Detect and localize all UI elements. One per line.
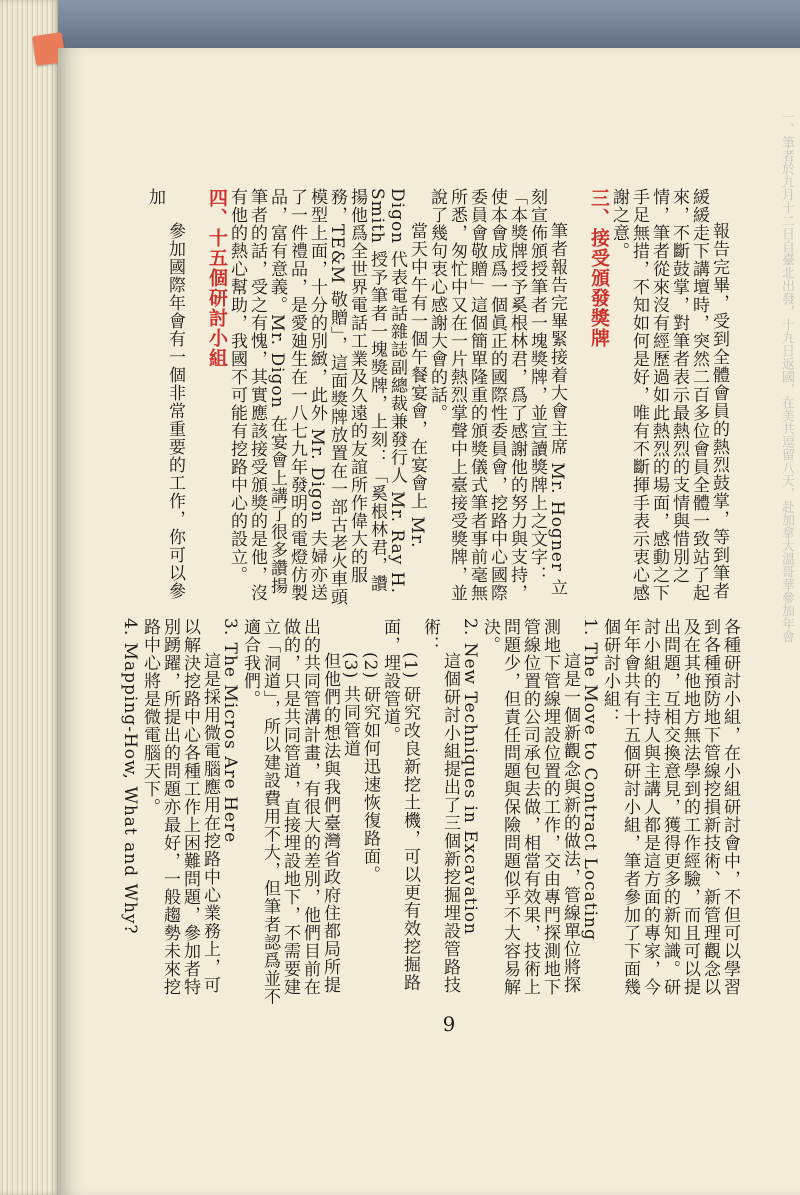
paragraph-workshop-2: 這個研討小組提出了三個新挖掘埋設管路技術：	[420, 618, 460, 994]
page-stack-edge	[0, 0, 58, 1195]
paragraph-workshops-intro: 參加國際年會有一個非常重要的工作，你可以參加	[145, 188, 185, 600]
list-item-3: (3) 共同管道	[340, 652, 360, 758]
paragraph-workshop-3: 這是採用微電腦應用在挖路中心業務上，可以解決挖路中心各種工作上困難問題，參加者特別踴躍，所提出的問題亦最好，一般趨勢未來挖路中心將是微電腦天下。	[140, 618, 220, 996]
workshop-title-1: 1. The Move to Contract Locating	[580, 618, 600, 941]
paragraph-common-duct: 但他們的想法與我們臺灣省政府住都局所提出的共同管溝計畫，有很大的差別，他們目前在做的，只是共同管道，直接埋設地下，不需要建立「洞道」，所以建設費用不大，但筆者認爲並不適合我們。	[240, 618, 340, 1006]
facing-page-bleed-text: 一、筆者於九月十二日自臺北出發，十九日返國，在美共逗留八天，赴加拿大溫哥華參加年會	[779, 110, 794, 643]
workshop-title-4: 4. Mapping-How, What and Why?	[120, 618, 140, 935]
paragraph-award-ceremony: 筆者報告完畢緊接着大會主席 Mr. Hogner 立刻宣佈頒授筆者一塊獎牌，並宣讀獎牌上之文字：「本獎牌授予奚根林君，爲了感謝他的努力與支持，使本會成爲一個眞正的國際性委員會，挖路中心國際委員會敬贈」這個簡單隆重的頒獎儀式筆者事前毫無所悉，匆忙中又在一片熱烈掌聲中上臺接受獎牌，並說了幾句衷心感謝大會的話。	[427, 188, 567, 602]
list-item-2: (2) 研究如何迅速恢復路面。	[360, 652, 380, 884]
paragraph-applause: 報告完畢，受到全體會員的熱烈鼓掌，等到筆者緩緩走下講壇時，突然二百多位會員全體一致站了起來，不斷鼓掌，對筆者表示最熱烈的支情與惜別之情，筆者從來沒有經歷過如此熱烈的場面，感動之下手足無措，不知如何是好，唯有不斷揮手表示衷心感謝之意。	[609, 188, 729, 602]
page-number: 9	[442, 1012, 456, 1036]
workshop-title-2: 2. New Techniques in Excavation	[460, 618, 480, 936]
lower-text-block	[120, 618, 740, 1006]
paragraph-luncheon: 當天中午有一個午餐宴會，在宴會上 Mr. Digon 代表電話雜誌副總裁兼發行人 Mr. Ray H. Smith 授予筆者一塊獎牌，上刻：「奚根林君，讚揚他爲全世界電話工業及久遠的友誼所作偉大的服務，TE&M 敬贈」，這面獎牌放置在一部古老火車頭模型上面，十分的別緻，此外 Mr. Digon 夫婦亦送了一件禮品，是愛廸生在一八七九年發明的電燈仿製品，富有意義。Mr. Digon 在宴會上講了很多讚揚筆者的話，受之有愧，其實應該接受頒獎的是他，沒有他的熱心幫助，我國不可能有挖路中心的設立。	[227, 188, 427, 607]
upper-text-block	[145, 188, 729, 608]
book-cover-edge	[0, 0, 800, 52]
heading-workshops: 四、十五個研討小組	[206, 188, 228, 368]
workshop-title-3: 3. The Micros Are Here	[220, 618, 240, 844]
heading-award-plaque: 三、接受頒發獎牌	[588, 188, 610, 348]
paragraph-workshop-1: 這是一個新觀念與新的做法，管線單位將探測地下管線埋設位置的工作，交由專門探測地下管線位置的公司承包去做，相當有效果，技術上問題少，但責任問題與保險問題似乎不大容易解決。	[480, 618, 580, 996]
list-item-1: (1) 研究改良新挖土機，可以更有效挖掘路面，埋設管道。	[380, 618, 420, 992]
paragraph-workshops-continued: 各種研討小組，在小組研討會中，不但可以學習到各種預防地下管線挖損新技術、新管理觀念以及在其他地方無法學到的工作經驗，而且可以提出問題，互相交換意見，獲得更多的新知識。研討小組的主持人與主講人都是這方面的專家，今年年會共有十五個研討小組，筆者參加了下面幾個研討小組：	[600, 618, 740, 996]
